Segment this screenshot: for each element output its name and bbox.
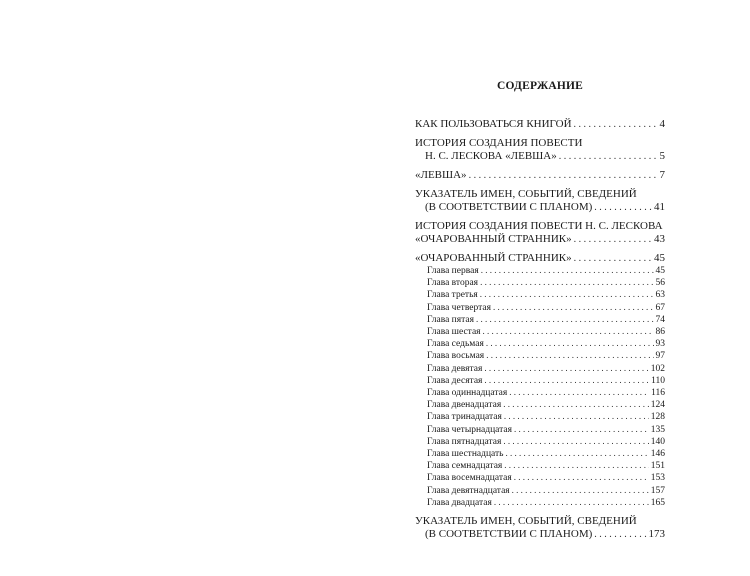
toc-chapter (415, 350, 665, 362)
dot-leader (481, 265, 654, 276)
dot-leader (494, 497, 649, 508)
dot-leader (486, 338, 654, 349)
toc-entry-page: 41 (654, 201, 665, 213)
dot-leader (514, 472, 649, 483)
toc-entry-history-strannik-line2 (415, 233, 665, 246)
chapter-label: Глава вторая (427, 278, 479, 289)
dot-leader (480, 277, 653, 288)
toc-entry-label: Н. С. ЛЕСКОВА «ЛЕВША» (425, 150, 557, 162)
toc-entry-history-strannik-line1 (415, 220, 665, 233)
dot-leader (506, 448, 649, 459)
dot-leader (503, 436, 648, 447)
toc-chapter (415, 460, 665, 472)
chapter-label: Глава девятнадцатая (427, 485, 510, 496)
toc-chapter (415, 497, 665, 509)
chapter-page: 93 (655, 339, 665, 350)
toc-entry-page: 5 (659, 150, 665, 162)
toc-chapter (415, 326, 665, 338)
chapter-page: 110 (651, 375, 665, 386)
chapter-page: 97 (655, 351, 665, 362)
toc-chapter (415, 424, 665, 436)
chapter-label: Глава одиннадцатая (427, 388, 508, 399)
chapter-page: 146 (650, 449, 665, 460)
toc-chapter (415, 387, 665, 399)
dot-leader (484, 363, 648, 374)
toc-entry-index-2-line1 (415, 515, 665, 528)
toc-entry-index-2-line2 (415, 528, 665, 541)
toc-entry-page: 173 (648, 528, 665, 541)
toc-entry-page: 7 (659, 169, 665, 181)
chapter-label: Глава шестнадцать (427, 449, 504, 460)
toc-chapter (415, 314, 665, 326)
toc-chapter (415, 363, 665, 375)
toc-chapter (415, 411, 665, 423)
dot-leader (514, 424, 649, 435)
dot-leader (480, 289, 654, 300)
dot-leader (503, 399, 649, 410)
chapter-label: Глава пятнадцатая (427, 436, 502, 447)
dot-leader (476, 314, 654, 325)
chapter-page: 63 (655, 290, 665, 301)
chapter-page: 74 (655, 314, 665, 325)
chapter-page: 45 (655, 266, 665, 276)
chapter-page: 157 (650, 485, 665, 496)
toc-chapter (415, 265, 665, 277)
toc-entry-label: «ОЧАРОВАННЫЙ СТРАННИК» (415, 233, 572, 245)
toc-chapter (415, 277, 665, 289)
dot-leader (469, 169, 658, 182)
toc-entry-label: (В СООТВЕТСТВИИ С ПЛАНОМ) (425, 201, 593, 213)
chapter-label: Глава девятая (427, 363, 483, 374)
dot-leader (504, 411, 649, 422)
dot-leader (594, 528, 646, 541)
dot-leader (594, 201, 652, 214)
toc-chapter (415, 302, 665, 314)
chapter-page: 67 (655, 302, 665, 313)
toc-entry-history-levsha-line2 (415, 150, 665, 163)
table-of-contents (415, 118, 665, 541)
toc-entry-index-1-line2 (415, 201, 665, 214)
chapter-label: Глава четвертая (427, 302, 491, 313)
chapter-page: 124 (650, 400, 665, 411)
chapter-label: Глава двенадцатая (427, 400, 502, 411)
dot-leader (504, 460, 648, 471)
dot-leader (483, 326, 654, 337)
toc-entry-label: «ОЧАРОВАННЫЙ СТРАННИК» (415, 252, 572, 264)
chapter-label: Глава двадцатая (427, 497, 492, 508)
chapter-page: 86 (655, 327, 665, 338)
dot-leader (512, 485, 649, 496)
chapter-label: Глава четырнадцатая (427, 424, 513, 435)
chapter-label: Глава восемнадцатая (427, 473, 512, 484)
toc-entry-page: 43 (654, 233, 665, 245)
chapter-label: Глава первая (427, 266, 479, 276)
toc-chapter (415, 472, 665, 484)
chapter-page: 153 (650, 473, 665, 484)
chapter-label: Глава седьмая (427, 339, 484, 350)
toc-chapter (415, 436, 665, 448)
toc-chapter (415, 289, 665, 301)
chapter-label: Глава тринадцатая (427, 412, 502, 423)
toc-chapter (415, 399, 665, 411)
toc-entry-levsha (415, 169, 665, 182)
dot-leader (574, 252, 652, 265)
dot-leader (509, 387, 649, 398)
toc-chapter (415, 485, 665, 497)
toc-entry-label: «ЛЕВША» (415, 169, 467, 181)
toc-entry-label: УКАЗАТЕЛЬ ИМЕН, СОБЫТИЙ, СВЕДЕНИЙ (415, 515, 637, 528)
dot-leader (484, 375, 649, 386)
toc-entry-page: 4 (659, 118, 665, 130)
toc-chapter (415, 338, 665, 350)
chapter-page: 102 (650, 363, 665, 374)
chapter-label: Глава пятая (427, 314, 474, 325)
chapter-page: 128 (650, 412, 665, 423)
toc-title: СОДЕРЖАНИЕ (496, 80, 584, 92)
toc-chapter (415, 448, 665, 460)
dot-leader (493, 302, 654, 313)
chapter-page: 151 (650, 461, 665, 472)
toc-entry-how-to-use (415, 118, 665, 131)
chapter-label: Глава шестая (427, 327, 481, 338)
toc-entry-history-levsha-line1 (415, 137, 665, 150)
toc-entry-label: КАК ПОЛЬЗОВАТЬСЯ КНИГОЙ (415, 118, 572, 130)
toc-entry-index-1-line1 (415, 188, 665, 201)
chapter-label: Глава десятая (427, 375, 483, 386)
toc-entry-label: УКАЗАТЕЛЬ ИМЕН, СОБЫТИЙ, СВЕДЕНИЙ (415, 188, 637, 200)
chapter-page: 56 (655, 278, 665, 289)
toc-chapter (415, 375, 665, 387)
toc-entry-label: (В СООТВЕТСТВИИ С ПЛАНОМ) (425, 528, 593, 541)
chapter-label: Глава восьмая (427, 351, 485, 362)
chapter-page: 135 (650, 424, 665, 435)
dot-leader (559, 150, 658, 163)
chapter-page: 165 (650, 497, 665, 508)
chapter-page: 140 (650, 436, 665, 447)
toc-entry-label: ИСТОРИЯ СОЗДАНИЯ ПОВЕСТИ (415, 137, 583, 149)
chapter-label: Глава третья (427, 290, 478, 301)
toc-entry-label: ИСТОРИЯ СОЗДАНИЯ ПОВЕСТИ Н. С. ЛЕСКОВА (415, 220, 663, 232)
chapter-label: Глава семнадцатая (427, 461, 503, 472)
dot-leader (574, 118, 658, 131)
dot-leader (486, 350, 653, 361)
toc-entry-page: 45 (654, 252, 665, 264)
dot-leader (574, 233, 652, 246)
toc-entry-strannik (415, 252, 665, 265)
chapter-page: 116 (651, 388, 665, 399)
